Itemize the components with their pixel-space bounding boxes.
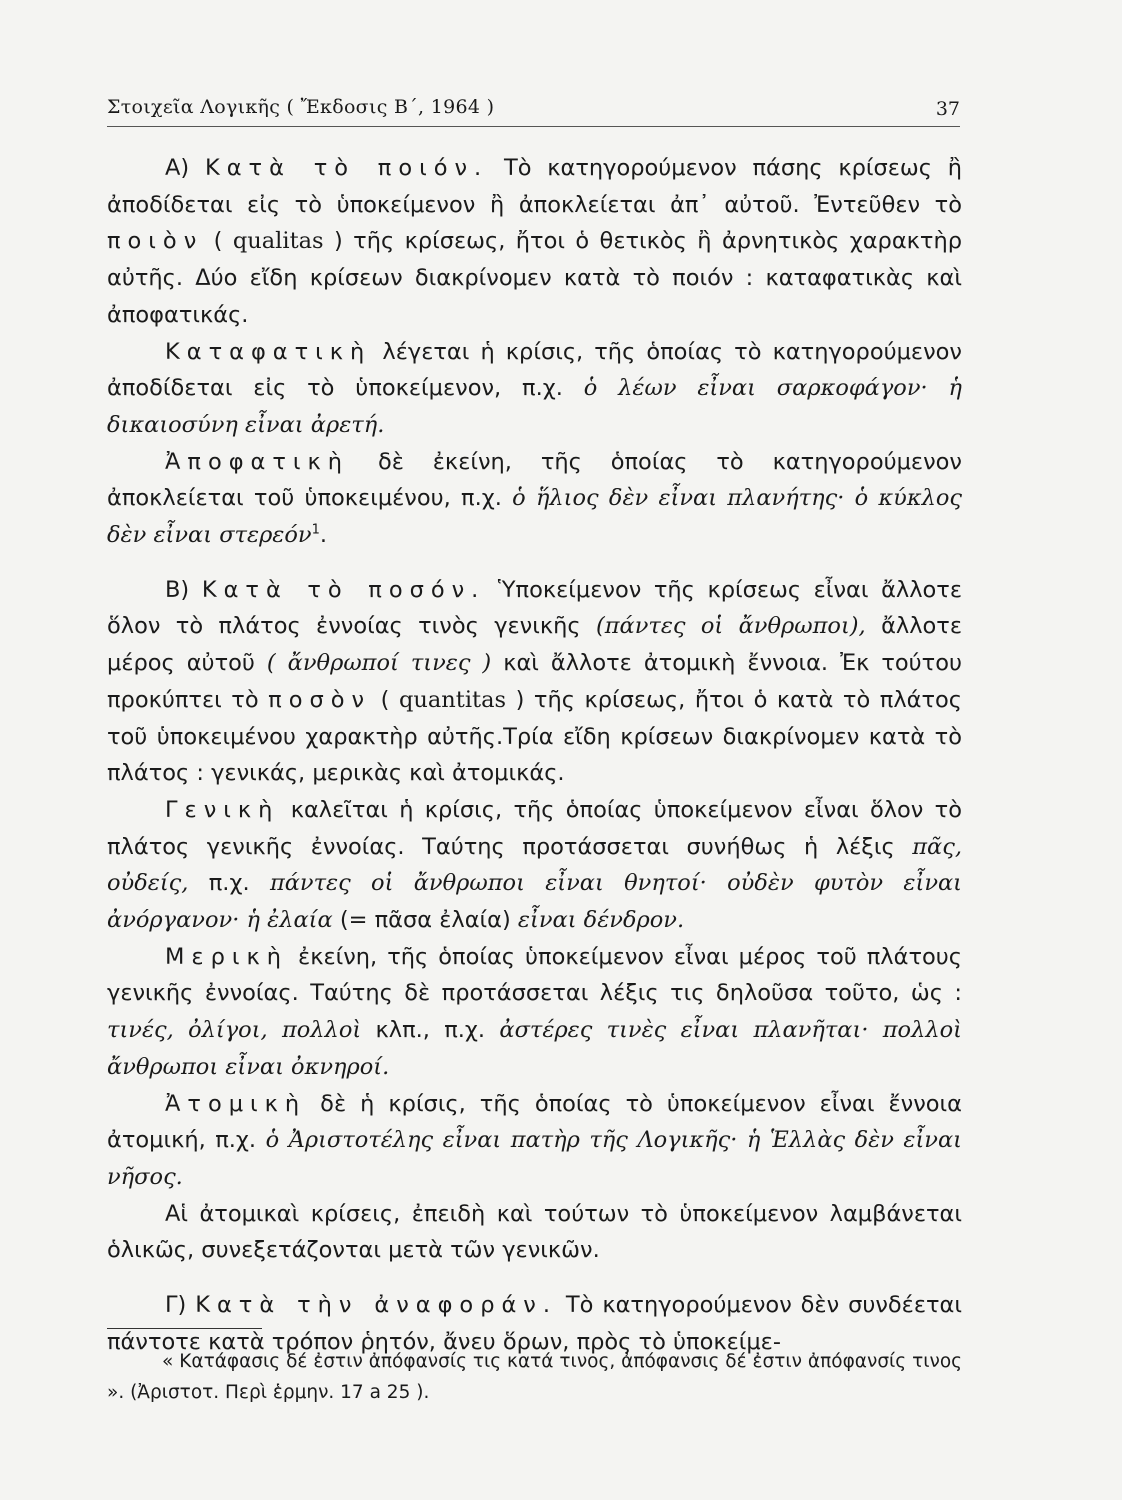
term-particular: Μερικὴ — [165, 943, 288, 970]
term-negative: Ἀποφατικὴ — [165, 448, 350, 475]
paragraph-general: Γενικὴ καλεῖται ἡ κρίσις, τῆς ὁποίας ὑποκείμενον εἶναι ὅλον τὸ πλάτος γενικῆς ἐννοίας. Ταύτης προτάσσεται συνήθως ἡ λέξις πᾶς, οὐδείς, π.χ. πάντες οἱ ἄνθρωποι εἶναι θνητοί· οὐδὲν φυτὸν εἶναι ἀνόργανον· ἡ ἐλαία (= πᾶσα ἐλαία) εἶναι δένδρον. — [107, 796, 963, 934]
section-b-label: Β) — [165, 576, 202, 603]
page-number: 37 — [935, 98, 960, 120]
term-poson: ποσὸν — [268, 686, 372, 713]
example-affirmative: ὁ λέων εἶναι σαρκοφάγον· ἡ δικαιοσύνη εἶναι ἀρετή. — [107, 375, 962, 438]
term-singular: Ἀτομικὴ — [165, 1090, 307, 1117]
footnote: « Κατάφασις δέ ἐστιν ἀπόφανσίς τις κατά τινος, ἀπόφανσις δέ ἐστιν ἀπόφανσίς τινος ». (Ἀριστοτ. Περὶ ἑρμην. 17 a 25 ). — [107, 1351, 962, 1403]
term-affirmative: Καταφατικὴ — [165, 338, 372, 365]
section-c-intro: Γ) Κατὰ τὴν ἀναφοράν. Τὸ κατηγορούμενον δὲν συνδέεται πάντοτε κατὰ τρόπον ῥητόν, ἄνευ ὅρων, πρὸς τὸ ὑποκείμε- — [107, 1292, 962, 1355]
main-text — [107, 150, 962, 1361]
paragraph-singular: Ἀτομικὴ δὲ ἡ κρίσις, τῆς ὁποίας τὸ ὑποκείμενον εἶναι ἔννοια ἀτομική, π.χ. ὁ Ἀριστοτέλης εἶναι πατὴρ τῆς Λογικῆς· ἡ Ἑλλὰς δὲν εἶναι νῆσος. — [107, 1090, 962, 1190]
running-header — [107, 96, 960, 127]
paragraph-negative: Ἀποφατικὴ δὲ ἐκείνη, τῆς ὁποίας τὸ κατηγορούμενον ἀποκλείεται τοῦ ὑποκειμένου, π.χ. ὁ ἥλιος δὲν εἶναι πλανήτης· ὁ κύκλος δὲν εἶναι στερεόν$^1$. — [107, 448, 962, 549]
section-a-heading: Κατὰ τὸ ποιόν. — [204, 155, 489, 181]
section-c-heading: Κατὰ τὴν ἀναφοράν. — [195, 1292, 558, 1319]
footnote-divider — [107, 1328, 262, 1329]
running-title: Στοιχεῖα Λογικῆς ( Ἔκδοσις Β΄, 1964 ) — [107, 96, 495, 118]
example-negative: ὁ ἥλιος δὲν εἶναι πλανήτης· ὁ κύκλος δὲν εἶναι στερεόν — [107, 485, 962, 549]
paragraph-affirmative: Καταφατικὴ λέγεται ἡ κρίσις, τῆς ὁποίας τὸ κατηγορούμενον ἀποδίδεται εἰς τὸ ὑποκείμενον, π.χ. ὁ λέων εἶναι σαρκοφάγον· ἡ δικαιοσύνη εἶναι ἀρετή. — [107, 338, 962, 438]
section-b-heading: Κατὰ τὸ ποσόν. — [201, 576, 486, 603]
paragraph-particular: Μερικὴ ἐκείνη, τῆς ὁποίας ὑποκείμενον εἶναι μέρος τοῦ πλάτους γενικῆς ἐννοίας. Ταύτης δὲ προτάσσεται λέξις τις δηλοῦσα τοῦτο, ὡς : τινές, ὀλίγοι, πολλοὶ κλπ., π.χ. ἀστέρες τινὲς εἶναι πλανῆται· πολλοὶ ἄνθρωποι εἶναι ὀκνηροί. — [107, 943, 962, 1080]
latin-qualitas: qualitas — [232, 228, 324, 255]
latin-quantitas: quantitas — [398, 686, 507, 713]
term-poion: ποιὸν — [107, 228, 204, 255]
footnote-marker: 1 — [311, 522, 320, 538]
section-a-intro: Α) Κατὰ τὸ ποιόν. Τὸ κατηγορούμενον πάσης κρίσεως ἢ ἀποδίδεται εἰς τὸ ὑποκείμενον ἢ ἀποκλείεται ἀπ᾽ αὐτοῦ. Ἐντεῦθεν τὸ ποιὸν ( qualitas ) τῆς κρίσεως, ἤτοι ὁ θετικὸς ἢ ἀρνητικὸς χαρακτὴρ αὐτῆς. Δύο εἴδη κρίσεων διακρίνομεν κατὰ τὸ ποιόν : καταφατικὰς καὶ ἀποφατικάς. — [107, 155, 963, 328]
section-a-label: Α) — [165, 155, 205, 181]
term-general: Γενικὴ — [165, 796, 280, 823]
paragraph-singular-note: Αἱ ἀτομικαὶ κρίσεις, ἐπειδὴ καὶ τούτων τὸ ὑποκείμενον λαμβάνεται ὁλικῶς, συνεξετάζονται μετὰ τῶν γενικῶν. — [107, 1200, 962, 1264]
section-c-label: Γ) — [165, 1292, 196, 1319]
section-b-intro: Β) Κατὰ τὸ ποσόν. Ὑποκείμενον τῆς κρίσεως εἶναι ἄλλοτε ὅλον τὸ πλάτος ἐννοίας τινὸς γενικῆς (πάντες οἱ ἄνθρωποι), ἄλλοτε μέρος αὐτοῦ ( ἄνθρωποί τινες ) καὶ ἄλλοτε ἀτομικὴ ἔννοια. Ἐκ τούτου προκύπτει τὸ ποσὸν ( quantitas ) τῆς κρίσεως, ἤτοι ὁ κατὰ τὸ πλάτος τοῦ ὑποκειμένου χαρακτὴρ αὐτῆς.Τρία εἴδη κρίσεων διακρίνομεν κατὰ τὸ πλάτος : γενικάς, μερικὰς καὶ ἀτομικάς. — [107, 576, 963, 787]
